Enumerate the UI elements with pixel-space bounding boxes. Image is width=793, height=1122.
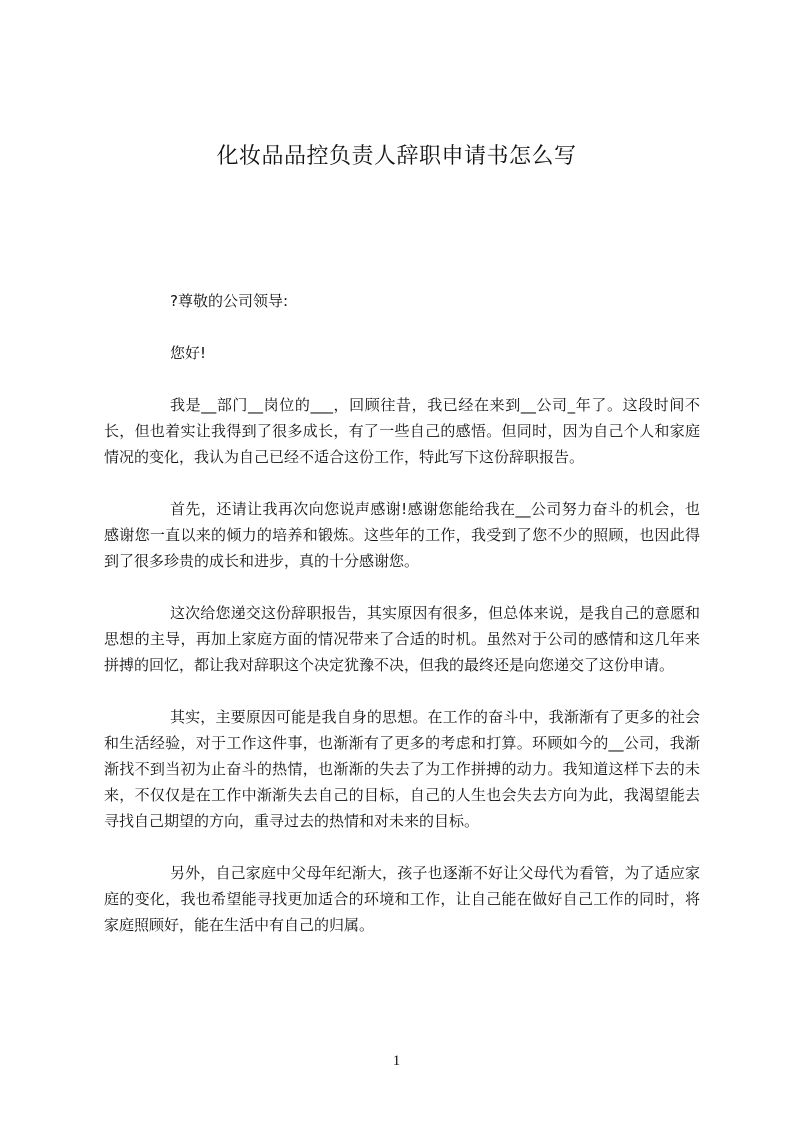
paragraph: 我是__部门__岗位的___，回顾往昔，我已经在来到__公司_年了。这段时间不长，但也着实让我得到了很多成长，有了一些自己的感悟。但同时，因为自己个人和家庭情况的变化，我认为自己已经不适合这份工作，特此写下这份辞职报告。: [104, 396, 700, 466]
greeting: 您好!: [170, 344, 207, 362]
paragraph: 另外，自己家庭中父母年纪渐大，孩子也逐渐不好让父母代为看管，为了适应家庭的变化，我也希望能寻找更加适合的环境和工作，让自己能在做好自己工作的同时，将家庭照顾好，能在生活中有自己的归属。: [104, 864, 700, 934]
paragraph: 首先，还请让我再次向您说声感谢!感谢您能给我在__公司努力奋斗的机会，也感谢您一直以来的倾力的培养和锻炼。这些年的工作，我受到了您不少的照顾，也因此得到了很多珍贵的成长和进步，真的十分感谢您。: [104, 500, 700, 570]
paragraph: 这次给您递交这份辞职报告，其实原因有很多，但总体来说，是我自己的意愿和思想的主导，再加上家庭方面的情况带来了合适的时机。虽然对于公司的感情和这几年来拼搏的回忆，都让我对辞职这个决定犹豫不决，但我的最终还是向您递交了这份申请。: [104, 604, 700, 674]
salutation: ?尊敬的公司领导:: [170, 292, 289, 310]
page-title: 化妆品品控负责人辞职申请书怎么写: [216, 144, 577, 169]
page-number: 1: [392, 1053, 401, 1069]
paragraph: 其实，主要原因可能是我自身的思想。在工作的奋斗中，我渐渐有了更多的社会和生活经验，对于工作这件事，也渐渐有了更多的考虑和打算。环顾如今的__公司，我渐渐找不到当初为止奋斗的热情，也渐渐的失去了为工作拼搏的动力。我知道这样下去的未来，不仅仅是在工作中渐渐失去自己的目标，自己的人生也会失去方向为此，我渴望能去寻找自己期望的方向，重寻过去的热情和对未来的目标。: [104, 708, 700, 830]
letter-body: [104, 288, 700, 964]
